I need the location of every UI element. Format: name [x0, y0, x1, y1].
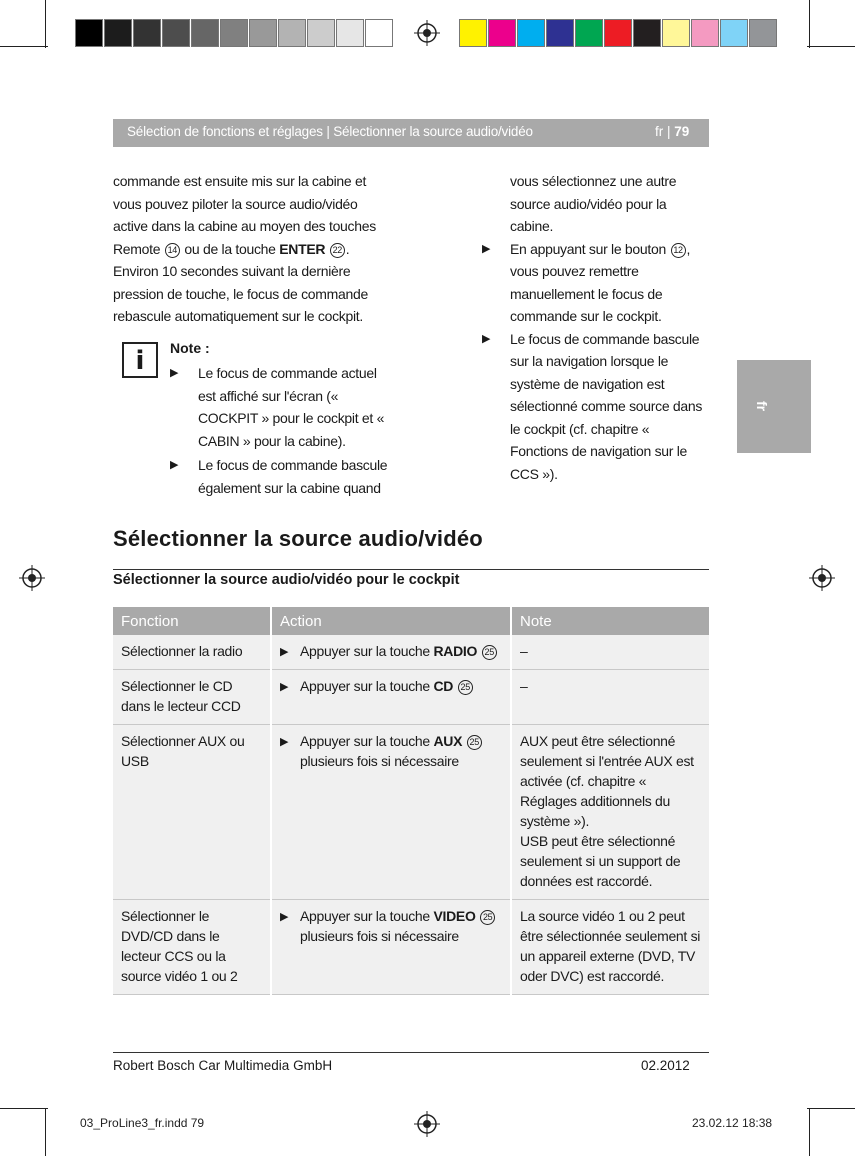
subsection-title: Sélectionner la source audio/vidéo pour le cockpit	[113, 572, 460, 588]
bullet-arrow-icon: ▶	[280, 736, 289, 748]
text: vous sélectionnez une autre source audio/vidéo pour la cabine.	[510, 173, 677, 234]
registration-mark-icon	[809, 565, 835, 591]
bullet-arrow-icon: ▶	[280, 646, 289, 658]
slug-file: 03_ProLine3_fr.indd 79	[80, 1116, 205, 1130]
color-swatch	[220, 19, 248, 47]
key-number: 25	[467, 735, 482, 750]
header-page-num: 79	[674, 124, 690, 139]
color-swatch	[133, 19, 161, 47]
action-cell	[271, 900, 511, 995]
color-swatch	[336, 19, 364, 47]
text: commande est ensuite mis sur la cabine et vous pouvez piloter la source audio/vidéo active dans la cabine au moyen des touches Remote	[113, 173, 376, 257]
text: En appuyant sur le bouton	[510, 240, 670, 257]
slug-datetime: 23.02.12 18:38	[692, 1116, 773, 1130]
note-list	[170, 362, 395, 499]
info-icon-glyph: i	[135, 346, 145, 376]
bullet-arrow-icon: ▶	[170, 459, 179, 471]
text: Le focus de commande bascule sur la navigation lorsque le système de navigation est sélectionné comme source dans le cockpit (cf. chapitre « Fonctions de navigation sur le CCS »).	[510, 330, 703, 482]
action-cell	[271, 635, 511, 670]
key-number-14: 14	[165, 243, 180, 258]
crop-mark	[807, 1108, 855, 1109]
color-swatch	[517, 19, 545, 47]
action-cell	[271, 725, 511, 900]
text: plusieurs fois si nécessaire	[300, 753, 459, 769]
text: Appuyer sur la touche	[300, 733, 434, 749]
color-swatch	[691, 19, 719, 47]
key-number-12: 12	[671, 243, 686, 258]
text: Appuyer sur la touche	[300, 678, 434, 694]
right-column	[482, 170, 707, 485]
bullet-arrow-icon: ▶	[280, 681, 289, 693]
key-label: AUX	[433, 733, 463, 749]
crop-mark	[807, 46, 855, 47]
table-header-row	[113, 607, 709, 635]
text: .	[345, 240, 350, 257]
fonction-cell: Sélectionner le CD dans le lecteur CCD	[113, 670, 271, 725]
key-label: RADIO	[433, 643, 478, 659]
table-row	[113, 900, 709, 995]
text: Appuyer sur la touche	[300, 908, 434, 924]
list-item	[482, 238, 707, 328]
color-swatch	[249, 19, 277, 47]
fonction-cell: Sélectionner la radio	[113, 635, 271, 670]
key-number: 25	[458, 680, 473, 695]
color-swatch	[633, 19, 661, 47]
color-swatch	[546, 19, 574, 47]
crop-mark	[45, 0, 46, 48]
section-title: Sélectionner la source audio/vidéo	[113, 526, 483, 551]
key-label: CD	[433, 678, 454, 694]
crop-mark	[0, 46, 48, 47]
bullet-arrow-icon: ▶	[170, 367, 179, 379]
list-item	[170, 454, 395, 499]
registration-mark-icon	[414, 1111, 440, 1137]
text: AUX peut être sélectionné seulement si l'entrée AUX est activée (cf. chapitre « Réglages additionnels du système »).	[520, 733, 694, 829]
continued-text	[482, 170, 707, 238]
key-number-22: 22	[330, 243, 345, 258]
running-header-title: Sélection de fonctions et réglages | Sélectionner la source audio/vidéo	[127, 124, 533, 139]
color-swatch	[75, 19, 103, 47]
language-tab	[737, 360, 811, 453]
column-header: Action	[271, 607, 511, 635]
color-swatch	[488, 19, 516, 47]
column-header: Fonction	[113, 607, 271, 635]
header-lang: fr	[655, 124, 664, 139]
crop-mark	[0, 1108, 48, 1109]
text: plusieurs fois si nécessaire	[300, 928, 459, 944]
note-cell	[511, 725, 709, 900]
color-swatch	[459, 19, 487, 47]
color-swatch	[307, 19, 335, 47]
color-swatch	[365, 19, 393, 47]
color-swatch	[604, 19, 632, 47]
color-swatch	[720, 19, 748, 47]
color-swatch	[278, 19, 306, 47]
text: Environ 10 secondes suivant la dernière pression de touche, le focus de commande rebascule automatiquement sur le cockpit.	[113, 263, 368, 324]
note-cell: –	[511, 670, 709, 725]
table-row	[113, 635, 709, 670]
bullet-arrow-icon: ▶	[482, 242, 491, 255]
bullet-arrow-icon: ▶	[482, 332, 491, 345]
footer-date: 02.2012	[641, 1058, 690, 1073]
function-table	[113, 607, 709, 995]
fonction-cell: Sélectionner AUX ou USB	[113, 725, 271, 900]
text: USB peut être sélectionné seulement si un support de données est raccordé.	[520, 833, 681, 889]
table-row	[113, 725, 709, 900]
column-header: Note	[511, 607, 709, 635]
color-swatch	[662, 19, 690, 47]
enter-key-label: ENTER	[279, 240, 326, 257]
divider	[113, 569, 709, 570]
note-cell: –	[511, 635, 709, 670]
footer-divider	[113, 1052, 709, 1053]
note-cell: La source vidéo 1 ou 2 peut être sélectionnée seulement si un appareil externe (DVD, TV oder DVC) est raccordé.	[511, 900, 709, 995]
color-swatch	[575, 19, 603, 47]
footer-company: Robert Bosch Car Multimedia GmbH	[113, 1058, 333, 1073]
text: Le focus de commande bascule également sur la cabine quand	[198, 457, 388, 496]
note-title: Note :	[170, 340, 210, 356]
color-swatch	[104, 19, 132, 47]
color-swatch	[162, 19, 190, 47]
left-column-paragraph	[113, 170, 383, 328]
text: Le focus de commande actuel est affiché sur l'écran (« COCKPIT » pour le cockpit et « CABIN » pour la cabine).	[198, 365, 385, 449]
fonction-cell: Sélectionner le DVD/CD dans le lecteur CCS ou la source vidéo 1 ou 2	[113, 900, 271, 995]
key-number: 25	[482, 645, 497, 660]
info-note-icon	[122, 342, 158, 378]
bullet-arrow-icon: ▶	[280, 911, 289, 923]
crop-mark	[809, 0, 810, 48]
table-row	[113, 670, 709, 725]
key-label: VIDEO	[433, 908, 476, 924]
list-item	[482, 328, 707, 486]
text: ou de la touche	[180, 240, 280, 257]
color-swatch	[749, 19, 777, 47]
list-item	[170, 362, 395, 452]
action-cell	[271, 670, 511, 725]
registration-mark-icon	[19, 565, 45, 591]
registration-mark-icon	[414, 20, 440, 46]
color-swatch	[191, 19, 219, 47]
text: , vous pouvez remettre manuellement le focus de commande sur le cockpit.	[510, 240, 691, 324]
crop-mark	[45, 1108, 46, 1156]
key-number: 25	[480, 910, 495, 925]
page-number: fr | 79	[655, 124, 690, 139]
language-tab-label: fr	[754, 400, 771, 412]
crop-mark	[809, 1108, 810, 1156]
text: Appuyer sur la touche	[300, 643, 434, 659]
